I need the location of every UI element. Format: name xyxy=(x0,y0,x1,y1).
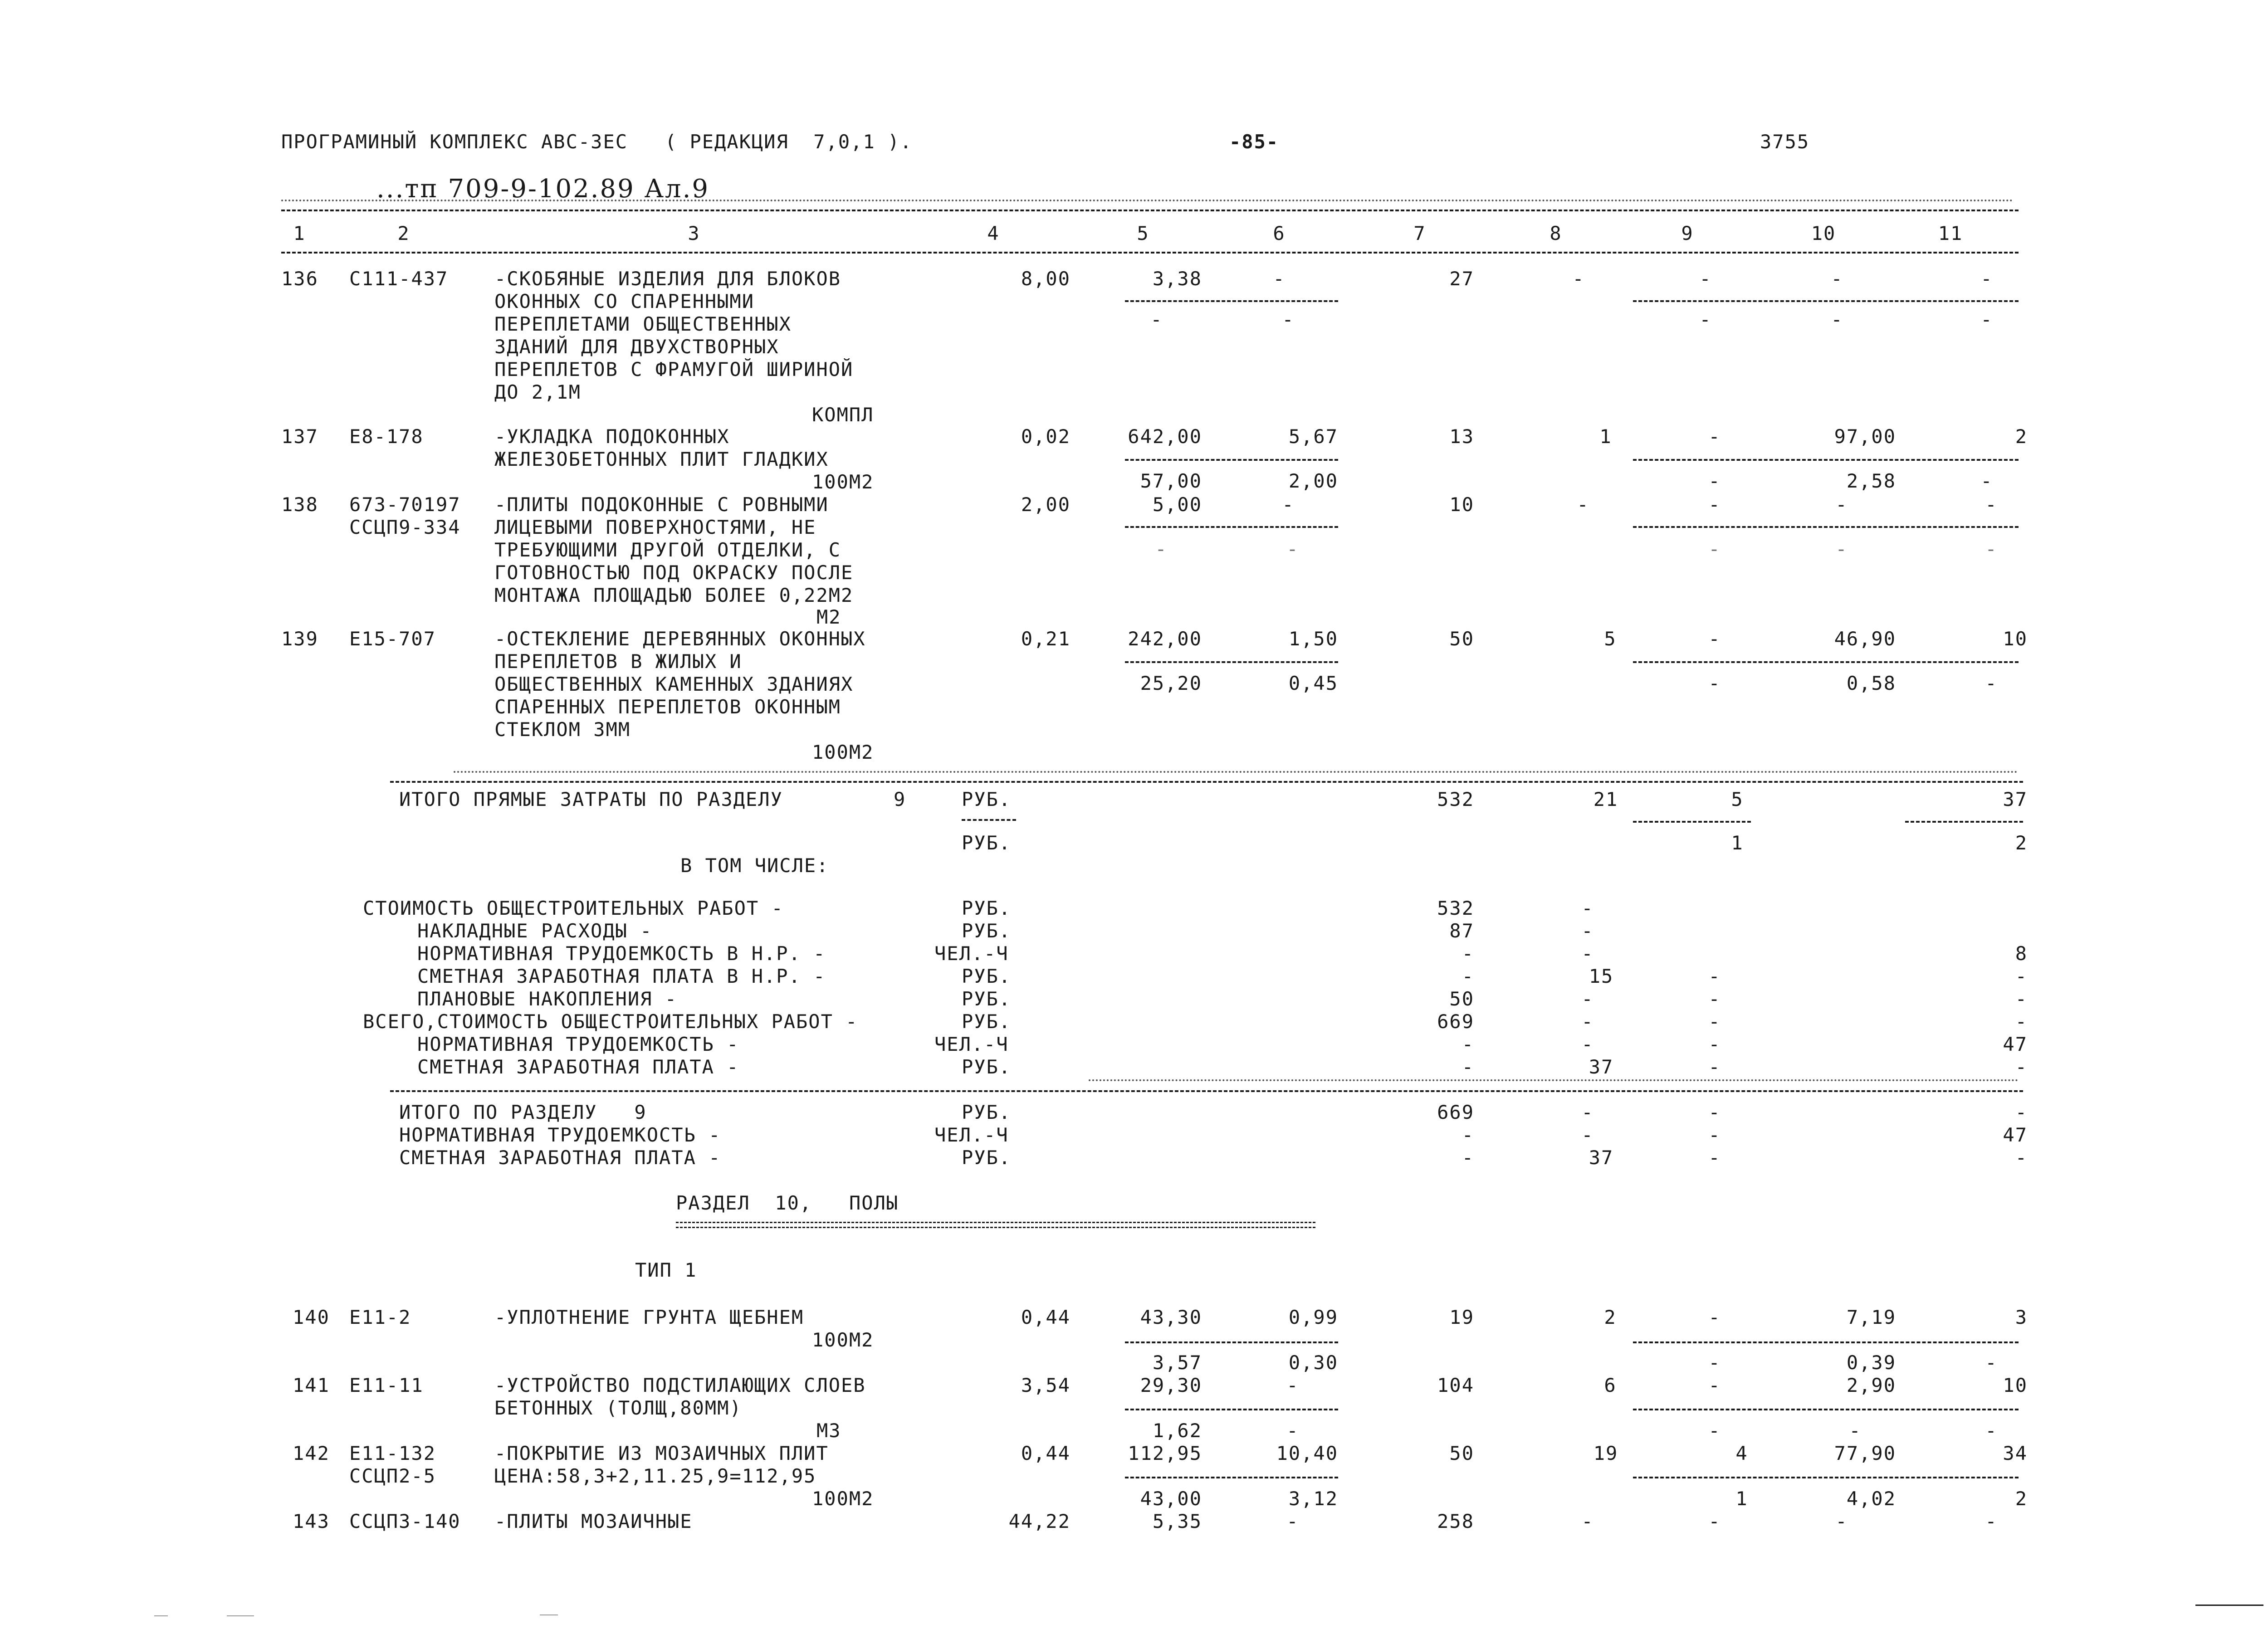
row-code: 673-70197 xyxy=(349,493,461,516)
cell-col9: - xyxy=(1708,628,1721,650)
direct-costs-label: ИТОГО ПРЯМЫЕ ЗАТРАТЫ ПО РАЗДЕЛУ xyxy=(399,788,783,810)
cell-col10: 46,90 xyxy=(1834,628,1896,650)
cell-col5-labor: 1,62 xyxy=(1152,1419,1202,1442)
cell-col5: 43,30 xyxy=(1140,1306,1202,1328)
summary-label: СМЕТНАЯ ЗАРАБОТНАЯ ПЛАТА В Н.Р. - xyxy=(417,965,826,987)
summary-col9: - xyxy=(1708,1010,1721,1033)
cell-col11-labor: - xyxy=(1985,1351,1998,1374)
summary-col8: - xyxy=(1581,897,1594,919)
summary-col7: 532 xyxy=(1437,897,1474,919)
cell-col6: 1,50 xyxy=(1288,628,1338,650)
summary-unit: ЧЕЛ.-Ч xyxy=(934,942,1009,965)
col-header-7: 7 xyxy=(1413,222,1426,244)
summary-col9: - xyxy=(1708,965,1721,987)
summary-col9: - xyxy=(1708,988,1721,1010)
summary-col9: - xyxy=(1708,1056,1721,1078)
cell-col11: 3 xyxy=(2015,1306,2028,1328)
row-code: Е8-178 xyxy=(349,425,424,448)
cell-col4: 3,54 xyxy=(1021,1374,1070,1396)
row-unit: 100М2 xyxy=(812,471,874,493)
col-header-6: 6 xyxy=(1273,222,1286,244)
row-desc-line: ДО 2,1М xyxy=(494,381,582,403)
row-desc-line: -УСТРОЙСТВО ПОДСТИЛАЮЩИХ СЛОЕВ xyxy=(494,1374,866,1396)
cell-col10-labor: - xyxy=(1849,1419,1862,1442)
cell-col4: 2,00 xyxy=(1021,493,1070,516)
cell-col10: - xyxy=(1835,1510,1848,1532)
total-col7: - xyxy=(1461,1124,1474,1146)
direct-costs-unit-labor: РУБ. xyxy=(962,832,1012,854)
scan-mark xyxy=(540,1614,558,1615)
row-desc-line: ОБЩЕСТВЕННЫХ КАМЕННЫХ ЗДАНИЯХ xyxy=(494,673,854,695)
row-desc-line: -ПОКРЫТИЕ ИЗ МОЗАИЧНЫХ ПЛИТ xyxy=(494,1442,829,1464)
summary-col9: - xyxy=(1708,1033,1721,1055)
cell-col10-labor: 0,58 xyxy=(1846,672,1896,694)
col-header-11: 11 xyxy=(1938,222,1963,244)
cell-col5: 29,30 xyxy=(1140,1374,1202,1396)
summary-unit: ЧЕЛ.-Ч xyxy=(934,1033,1009,1055)
cell-col6-labor: - xyxy=(1286,1419,1299,1442)
row-desc-line: СТЕКЛОМ 3ММ xyxy=(494,718,631,741)
total-col7: - xyxy=(1461,1146,1474,1169)
total-col8: 37 xyxy=(1589,1146,1614,1169)
row-desc-line: ПЕРЕПЛЕТАМИ ОБЩЕСТВЕННЫХ xyxy=(494,313,792,335)
cell-col9: - xyxy=(1708,1374,1721,1396)
direct-costs-unit: РУБ. xyxy=(962,788,1012,810)
cell-col10: 2,90 xyxy=(1846,1374,1896,1396)
cell-col11-labor: - xyxy=(1980,308,1993,331)
summary-unit: РУБ. xyxy=(962,897,1012,919)
cell-col6-labor: 2,00 xyxy=(1288,470,1338,492)
cell-col11-labor: - xyxy=(1980,470,1993,492)
cell-col7: 50 xyxy=(1449,628,1474,650)
row-desc-line: ОКОННЫХ СО СПАРЕННЫМИ xyxy=(494,290,755,312)
row-number: 136 xyxy=(281,268,318,290)
summary-col11: - xyxy=(2015,988,2028,1010)
cell-col11: 10 xyxy=(2003,628,2028,650)
cell-col11-labor: - xyxy=(1985,538,1998,560)
summary-unit: РУБ. xyxy=(962,965,1012,987)
cell-col10: 7,19 xyxy=(1846,1306,1896,1328)
cell-col4: 0,21 xyxy=(1021,628,1070,650)
cell-col11-labor: - xyxy=(1985,1419,1998,1442)
cell-col11: 2 xyxy=(2015,425,2028,448)
col-header-9: 9 xyxy=(1681,222,1694,244)
cell-col4: 0,02 xyxy=(1021,425,1070,448)
row-unit: 100М2 xyxy=(812,741,874,763)
row-code: ССЦП3-140 xyxy=(349,1510,461,1532)
cell-col7: 13 xyxy=(1449,425,1474,448)
row-code: С111-437 xyxy=(349,268,449,290)
cell-col10: 97,00 xyxy=(1834,425,1896,448)
row-desc-line: ПЕРЕПЛЕТОВ В ЖИЛЫХ И xyxy=(494,650,742,673)
cell-col6-labor: 0,45 xyxy=(1288,672,1338,694)
row-desc-line: -ПЛИТЫ МОЗАИЧНЫЕ xyxy=(494,1510,693,1532)
direct-costs-col11-labor: 2 xyxy=(2015,832,2028,854)
row-desc-line: -УПЛОТНЕНИЕ ГРУНТА ЩЕБНЕМ xyxy=(494,1306,804,1328)
cell-col8: 1 xyxy=(1599,425,1612,448)
cell-col6-labor: - xyxy=(1286,538,1299,560)
cell-col8: 2 xyxy=(1604,1306,1617,1328)
row-number: 142 xyxy=(293,1442,330,1464)
direct-costs-col8: 21 xyxy=(1593,788,1618,810)
summary-col7: 50 xyxy=(1449,988,1474,1010)
total-label: НОРМАТИВНАЯ ТРУДОЕМКОСТЬ - xyxy=(399,1124,721,1146)
cell-col10-labor: 2,58 xyxy=(1846,470,1896,492)
row-desc-line: ПЕРЕПЛЕТОВ С ФРАМУГОЙ ШИРИНОЙ xyxy=(494,358,854,380)
total-unit: РУБ. xyxy=(962,1146,1012,1169)
summary-label: НОРМАТИВНАЯ ТРУДОЕМКОСТЬ В Н.Р. - xyxy=(417,942,826,965)
summary-col7: 669 xyxy=(1437,1010,1474,1033)
cell-col5-labor: 3,57 xyxy=(1152,1351,1202,1374)
program-title: ПРОГРАМИНЫЙ КОМПЛЕКС АВС-3ЕС ( РЕДАКЦИЯ 7,0,1 ). xyxy=(281,131,913,153)
cell-col10: - xyxy=(1831,268,1843,290)
cell-col7: 10 xyxy=(1449,493,1474,516)
col-header-3: 3 xyxy=(688,222,700,244)
summary-col8: - xyxy=(1581,920,1594,942)
row-desc-line: -СКОБЯНЫЕ ИЗДЕЛИЯ ДЛЯ БЛОКОВ xyxy=(494,268,841,290)
summary-col8: 15 xyxy=(1589,965,1614,987)
cell-col5-labor: 57,00 xyxy=(1140,470,1202,492)
row-desc-line: ЗДАНИЙ ДЛЯ ДВУХСТВОРНЫХ xyxy=(494,336,779,358)
summary-col7: - xyxy=(1461,1056,1474,1078)
cell-col4: 44,22 xyxy=(1008,1510,1070,1532)
direct-costs-col9-labor: 1 xyxy=(1731,832,1744,854)
summary-col8: - xyxy=(1581,1033,1594,1055)
handwritten-reference: ...тп 709-9-102.89 Ал.9 xyxy=(376,174,710,204)
row-code: Е11-132 xyxy=(349,1442,436,1464)
cell-col11: - xyxy=(1985,493,1998,516)
row-number: 138 xyxy=(281,493,318,516)
cell-col5-labor: 25,20 xyxy=(1140,672,1202,694)
cell-col5-labor: 43,00 xyxy=(1140,1488,1202,1510)
cell-col5: 5,35 xyxy=(1152,1510,1202,1532)
cell-col9: 4 xyxy=(1735,1442,1748,1464)
row-desc-line: ЦЕНА:58,3+2,11.25,9=112,95 xyxy=(494,1465,816,1487)
row-desc-line: МОНТАЖА ПЛОЩАДЬЮ БОЛЕЕ 0,22М2 xyxy=(494,584,854,606)
cell-col10-labor: 0,39 xyxy=(1846,1351,1896,1374)
row-desc-line: ТРЕБУЮЩИМИ ДРУГОЙ ОТДЕЛКИ, С xyxy=(494,539,841,561)
cell-col6-labor: - xyxy=(1282,308,1295,331)
direct-costs-col7: 532 xyxy=(1437,788,1474,810)
cell-col11-labor: - xyxy=(1985,672,1998,694)
cell-col11: 10 xyxy=(2003,1374,2028,1396)
cell-col9-labor: - xyxy=(1708,1419,1721,1442)
summary-col8: - xyxy=(1581,942,1594,965)
col-header-10: 10 xyxy=(1811,222,1836,244)
cell-col8: - xyxy=(1577,493,1589,516)
cell-col5-labor: - xyxy=(1155,538,1168,560)
total-col7: 669 xyxy=(1437,1101,1474,1123)
cell-col11: - xyxy=(1980,268,1993,290)
cell-col7: 19 xyxy=(1449,1306,1474,1328)
cell-col5: 5,00 xyxy=(1152,493,1202,516)
cell-col9: - xyxy=(1708,1306,1721,1328)
cell-col6-labor: 0,30 xyxy=(1288,1351,1338,1374)
cell-col11-labor: 2 xyxy=(2015,1488,2028,1510)
row-code: Е15-707 xyxy=(349,628,436,650)
totals-rule xyxy=(390,1090,2023,1092)
cell-col7: 50 xyxy=(1449,1442,1474,1464)
cell-col10: 77,90 xyxy=(1834,1442,1896,1464)
col-header-2: 2 xyxy=(397,222,410,244)
col-header-8: 8 xyxy=(1549,222,1562,244)
cell-col5: 242,00 xyxy=(1128,628,1202,650)
header-rule-top xyxy=(281,210,2019,211)
document-number: 3755 xyxy=(1760,131,1810,153)
total-unit: ЧЕЛ.-Ч xyxy=(934,1124,1009,1146)
summary-col8: 37 xyxy=(1589,1056,1614,1078)
row-unit: М3 xyxy=(816,1419,841,1442)
summary-label: СТОИМОСТЬ ОБЩЕСТРОИТЕЛЬНЫХ РАБОТ - xyxy=(363,897,784,919)
total-col8: - xyxy=(1581,1101,1594,1123)
col-header-5: 5 xyxy=(1137,222,1149,244)
page-number: -85- xyxy=(1229,131,1279,153)
section-10-title: РАЗДЕЛ 10, ПОЛЫ xyxy=(676,1192,899,1214)
row-desc-line: ЛИЦЕВЫМИ ПОВЕРХНОСТЯМИ, НЕ xyxy=(494,516,816,538)
type-label: ТИП 1 xyxy=(635,1259,697,1281)
header-rule-bottom xyxy=(281,252,2019,254)
direct-costs-col9: 5 xyxy=(1731,788,1744,810)
cell-col9: - xyxy=(1708,1510,1721,1532)
cell-col8: - xyxy=(1572,268,1585,290)
cell-col9-labor: 1 xyxy=(1735,1488,1748,1510)
row-code: Е11-2 xyxy=(349,1306,411,1328)
summary-col7: - xyxy=(1461,942,1474,965)
summary-col8: - xyxy=(1581,1010,1594,1033)
summary-col8: - xyxy=(1581,988,1594,1010)
row-unit: М2 xyxy=(816,606,841,628)
scan-mark xyxy=(2195,1605,2263,1606)
summary-col11: - xyxy=(2015,965,2028,987)
cell-col8: 19 xyxy=(1593,1442,1618,1464)
cell-col8: 5 xyxy=(1604,628,1617,650)
summary-col7: 87 xyxy=(1449,920,1474,942)
scan-mark xyxy=(154,1615,168,1616)
total-col11: - xyxy=(2015,1146,2028,1169)
cell-col6-labor: 3,12 xyxy=(1288,1488,1338,1510)
cell-col6: 0,99 xyxy=(1288,1306,1338,1328)
cell-col5-labor: - xyxy=(1150,308,1163,331)
summary-col11: - xyxy=(2015,1010,2028,1033)
summary-unit: РУБ. xyxy=(962,1010,1012,1033)
cell-col9-labor: - xyxy=(1699,308,1712,331)
cell-col10-labor: - xyxy=(1835,538,1848,560)
dotted-rule xyxy=(281,200,2014,201)
total-label: СМЕТНАЯ ЗАРАБОТНАЯ ПЛАТА - xyxy=(399,1146,721,1169)
col-header-1: 1 xyxy=(293,222,306,244)
cell-col4: 0,44 xyxy=(1021,1442,1070,1464)
cell-col9-labor: - xyxy=(1708,1351,1721,1374)
cell-col7: 27 xyxy=(1449,268,1474,290)
scan-mark xyxy=(227,1615,254,1616)
cell-col5: 3,38 xyxy=(1152,268,1202,290)
summary-col11: 47 xyxy=(2003,1033,2028,1055)
including-label: В ТОМ ЧИСЛЕ: xyxy=(680,854,829,877)
cell-col9-labor: - xyxy=(1708,538,1721,560)
row-unit: 100М2 xyxy=(812,1488,874,1510)
summary-label: СМЕТНАЯ ЗАРАБОТНАЯ ПЛАТА - xyxy=(417,1056,739,1078)
direct-costs-section: 9 xyxy=(894,788,906,810)
row-desc-line: -ПЛИТЫ ПОДОКОННЫЕ С РОВНЫМИ xyxy=(494,493,829,516)
cell-col9-labor: - xyxy=(1708,672,1721,694)
row-unit: 100М2 xyxy=(812,1329,874,1351)
summary-label: ПЛАНОВЫЕ НАКОПЛЕНИЯ - xyxy=(417,988,678,1010)
cell-col4: 0,44 xyxy=(1021,1306,1070,1328)
row-desc-line: -УКЛАДКА ПОДОКОННЫХ xyxy=(494,425,730,448)
cell-col10: - xyxy=(1835,493,1848,516)
cell-col6: - xyxy=(1286,1374,1299,1396)
row-desc-line: ЖЕЛЕЗОБЕТОННЫХ ПЛИТ ГЛАДКИХ xyxy=(494,448,829,470)
row-code-secondary: ССЦП2-5 xyxy=(349,1465,436,1487)
row-unit: КОМПЛ xyxy=(812,404,874,426)
summary-col7: - xyxy=(1461,1033,1474,1055)
row-desc-line: БЕТОННЫХ (ТОЛЩ,80ММ) xyxy=(494,1397,742,1419)
summary-unit: РУБ. xyxy=(962,1056,1012,1078)
row-number: 137 xyxy=(281,425,318,448)
direct-costs-col11: 37 xyxy=(2003,788,2028,810)
cell-col6: - xyxy=(1282,493,1295,516)
cell-col9-labor: - xyxy=(1708,470,1721,492)
summary-label: ВСЕГО,СТОИМОСТЬ ОБЩЕСТРОИТЕЛЬНЫХ РАБОТ - xyxy=(363,1010,858,1033)
cell-col10-labor: 4,02 xyxy=(1846,1488,1896,1510)
section-10-double-rule xyxy=(676,1222,1315,1228)
cell-col6: 10,40 xyxy=(1276,1442,1338,1464)
cell-col11: - xyxy=(1985,1510,1998,1532)
row-number: 140 xyxy=(293,1306,330,1328)
section-rule xyxy=(390,781,2023,783)
row-number: 141 xyxy=(293,1374,330,1396)
total-col11: - xyxy=(2015,1101,2028,1123)
cell-col10-labor: - xyxy=(1831,308,1843,331)
cell-col9: - xyxy=(1708,493,1721,516)
summary-label: НАКЛАДНЫЕ РАСХОДЫ - xyxy=(417,920,653,942)
cell-col7: 104 xyxy=(1437,1374,1474,1396)
cell-col5: 112,95 xyxy=(1128,1442,1202,1464)
cell-col6: 5,67 xyxy=(1288,425,1338,448)
cell-col5: 642,00 xyxy=(1128,425,1202,448)
row-code: Е11-11 xyxy=(349,1374,424,1396)
row-number: 139 xyxy=(281,628,318,650)
cell-col9: - xyxy=(1708,425,1721,448)
cell-col9: - xyxy=(1699,268,1712,290)
total-col11: 47 xyxy=(2003,1124,2028,1146)
row-desc-line: -ОСТЕКЛЕНИЕ ДЕРЕВЯННЫХ ОКОННЫХ xyxy=(494,628,866,650)
total-unit: РУБ. xyxy=(962,1101,1012,1123)
row-number: 143 xyxy=(293,1510,330,1532)
summary-col7: - xyxy=(1461,965,1474,987)
col-header-4: 4 xyxy=(987,222,1000,244)
total-label: ИТОГО ПО РАЗДЕЛУ 9 xyxy=(399,1101,647,1123)
summary-unit: РУБ. xyxy=(962,988,1012,1010)
cell-col8: - xyxy=(1581,1510,1594,1532)
summary-label: НОРМАТИВНАЯ ТРУДОЕМКОСТЬ - xyxy=(417,1033,739,1055)
summary-col11: 8 xyxy=(2015,942,2028,965)
cell-col4: 8,00 xyxy=(1021,268,1070,290)
row-code-secondary: ССЦП9-334 xyxy=(349,516,461,538)
cell-col7: 258 xyxy=(1437,1510,1474,1532)
total-col9: - xyxy=(1708,1101,1721,1123)
total-col8: - xyxy=(1581,1124,1594,1146)
summary-col11: - xyxy=(2015,1056,2028,1078)
row-desc-line: СПАРЕННЫХ ПЕРЕПЛЕТОВ ОКОННЫМ xyxy=(494,696,841,718)
total-col9: - xyxy=(1708,1124,1721,1146)
total-col9: - xyxy=(1708,1146,1721,1169)
summary-unit: РУБ. xyxy=(962,920,1012,942)
row-desc-line: ГОТОВНОСТЬЮ ПОД ОКРАСКУ ПОСЛЕ xyxy=(494,561,854,584)
cell-col8: 6 xyxy=(1604,1374,1617,1396)
cell-col11: 34 xyxy=(2003,1442,2028,1464)
cell-col6: - xyxy=(1286,1510,1299,1532)
cell-col6: - xyxy=(1273,268,1286,290)
